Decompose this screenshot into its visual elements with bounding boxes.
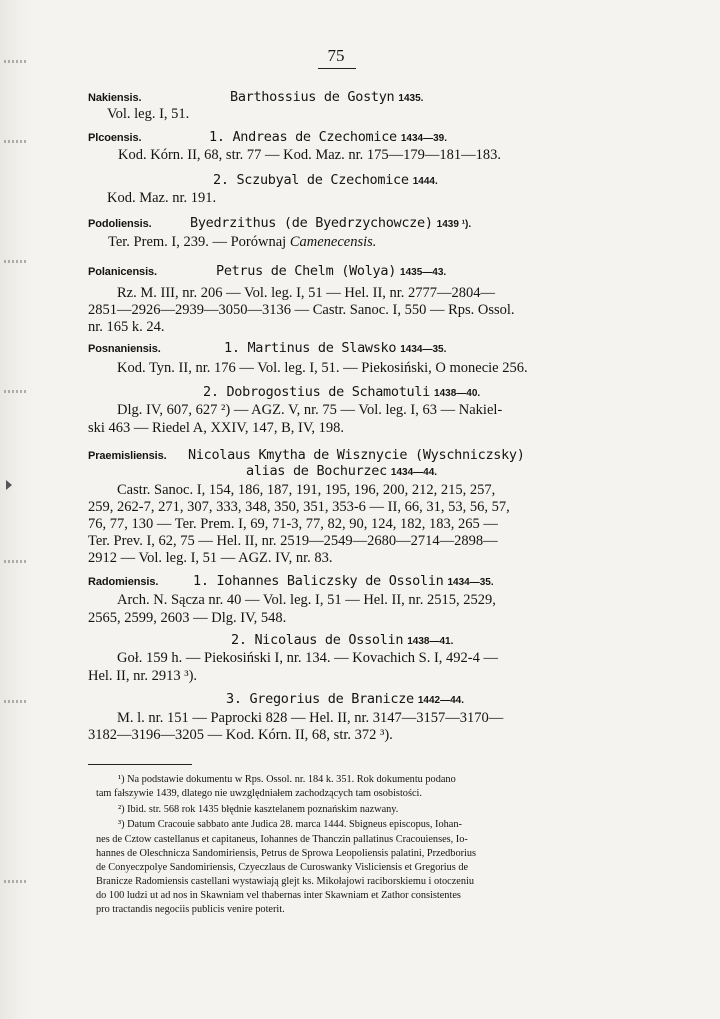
reference-line: Kod. Maz. nr. 191. [107,190,217,206]
entry-dates: 1434—39. [400,133,448,144]
entry-dates: 1438—41. [407,636,454,647]
diocese-label: Plcoensis. [88,132,142,144]
entry-heading-alias [246,462,437,480]
reference-line: 3182—3196—3205 — Kod. Kórn. II, 68, str. 372 ³). [88,727,393,743]
person-name: 1. Martinus de Slawsko [224,340,397,356]
entry-heading [193,572,494,590]
person-name: Byedrzithus (de Byedrzychowcze) [190,215,433,231]
reference-line: ski 463 — Riedel A, XXIV, 147, B, IV, 198. [88,420,345,436]
entry-dates: 1439 ¹). [436,219,472,230]
footnote-line: hannes de Oleschnicza Sandomiriensis, Petrus de Sprowa Leopoliensis palatini, Przedborius [96,848,477,859]
reference-line: Dlg. IV, 607, 627 ²) — AGZ. V, nr. 75 — Vol. leg. I, 63 — Nakiel- [117,402,503,418]
binding-mark [4,390,26,393]
footnote-line: ³) Datum Cracouie sabbato ante Judica 28. marca 1444. Sbigneus episcopus, Iohan- [118,819,462,830]
reference-line: Castr. Sanoc. I, 154, 186, 187, 191, 195, 196, 200, 212, 215, 257, [117,482,496,498]
footnote-line: ²) Ibid. str. 568 rok 1435 błędnie kasztelanem poznańskim nazwany. [118,804,399,815]
person-name: Petrus de Chelm (Wolya) [216,263,397,279]
page-number: 75 [327,46,345,65]
binding-mark [4,880,26,883]
entry-dates: 1434—44. [390,467,438,478]
reference-line: Vol. leg. I, 51. [107,106,190,122]
footnote-line: do 100 ludzi ut ad nos in Skawniam vel thabernas inter Skawniam et Zathor consistentes [96,890,461,901]
diocese-label: Posnaniensis. [88,343,161,355]
reference-line: Goł. 159 h. — Piekosiński I, nr. 134. — Kovachich S. I, 492-4 — [117,650,499,666]
person-name: Barthossius de Gostyn [230,89,395,105]
person-name: 2. Nicolaus de Ossolin [231,632,404,648]
binding-mark [4,60,26,63]
footnote-line: de Conyeczpolye Sandomiriensis, Czyeczlaus de Curoswanky Visliciensis et Gregorius de [96,862,469,873]
diocese-label: Nakiensis. [88,92,142,104]
person-alias: alias de Bochurzec [246,463,387,479]
entry-heading [190,214,471,232]
cross-reference: Camenecensis. [289,234,377,250]
reference-line: 2851—2926—2939—3050—3136 — Castr. Sanoc. I, 550 — Rps. Ossol. [88,302,515,318]
footnote-line: pro tractandis negociis publicis venire poterit. [96,904,285,915]
entry-heading [216,262,446,280]
reference-line: 76, 77, 130 — Ter. Prem. I, 69, 71-3, 77, 82, 90, 124, 182, 183, 265 — [88,516,498,532]
reference-line: 2565, 2599, 2603 — Dlg. IV, 548. [88,610,287,626]
reference-line: Kod. Tyn. II, nr. 176 — Vol. leg. I, 51. — Piekosiński, O monecie 256. [117,360,528,376]
footnote-line: ¹) Na podstawie dokumentu w Rps. Ossol. nr. 184 k. 351. Rok dokumentu podano [118,774,456,785]
footnote-line: Branicze Radomiensis castellani wystawiają glejt ks. Mikołajowi raciborskiemu i otoczeniu [96,876,475,887]
reference-line: nr. 165 k. 24. [88,319,165,335]
reference-line: M. l. nr. 151 — Paprocki 828 — Hel. II, nr. 3147—3157—3170— [117,710,504,726]
reference-text: Ter. Prem. I, 239. — Porównaj [108,234,287,250]
person-name: 2. Dobrogostius de Schamotuli [203,384,431,400]
entry-heading [213,171,438,189]
binding-mark [4,700,26,703]
reference-line: Arch. N. Sącza nr. 40 — Vol. leg. I, 51 — Hel. II, nr. 2515, 2529, [117,592,496,608]
person-name: Nicolaus Kmytha de Wisznycie (Wyschniczsky) [188,447,525,463]
margin-marker [6,480,12,490]
entry-heading [231,631,453,649]
binding-mark [4,260,26,263]
entry-heading [226,690,464,708]
entry-heading [209,128,447,146]
binding-mark [4,140,26,143]
person-name: 3. Gregorius de Branicze [226,691,414,707]
person-name: 2. Sczubyal de Czechomice [213,172,409,188]
entry-dates: 1435—43. [400,267,447,278]
reference-line [108,234,376,251]
binding-mark [4,560,26,563]
entry-dates: 1435. [398,93,424,104]
reference-line: Rz. M. III, nr. 206 — Vol. leg. I, 51 — Hel. II, nr. 2777—2804— [117,285,496,301]
entry-heading [230,88,423,106]
entry-heading [203,383,480,401]
entry-dates: 1434—35. [447,577,494,588]
reference-line: Ter. Prev. I, 62, 75 — Hel. II, nr. 2519—2549—2680—2714—2898— [88,533,498,549]
person-name: 1. Iohannes Baliczsky de Ossolin [193,573,444,589]
footnote-line: nes de Cztow castellanus et capitaneus, Iohannes de Thanczin pallatinus Cracouienses, Io- [96,834,468,845]
reference-line: 2912 — Vol. leg. I, 51 — AGZ. IV, nr. 83. [88,550,333,566]
reference-line: 259, 262-7, 271, 307, 333, 348, 350, 351, 353-6 — II, 66, 31, 53, 56, 57, [88,499,510,515]
reference-line: Hel. II, nr. 2913 ³). [88,668,198,684]
entry-dates: 1444. [412,176,438,187]
diocese-label: Radomiensis. [88,576,159,588]
entry-dates: 1438—40. [434,388,481,399]
diocese-label: Podoliensis. [88,218,152,230]
diocese-label: Praemisliensis. [88,450,167,462]
reference-line: Kod. Kórn. II, 68, str. 77 — Kod. Maz. nr. 175—179—181—183. [118,147,502,163]
page-number-underline [318,68,356,69]
binding-edge [0,0,34,1019]
footnote-separator [88,764,192,765]
diocese-label: Polanicensis. [88,266,158,278]
entry-dates: 1434—35. [400,344,447,355]
entry-heading [224,339,446,357]
entry-dates: 1442—44. [417,695,465,706]
person-name: 1. Andreas de Czechomice [209,129,397,145]
footnote-line: tam fałszywie 1439, dlatego nie uwzględniałem zachodzących tam osobistości. [96,788,422,799]
